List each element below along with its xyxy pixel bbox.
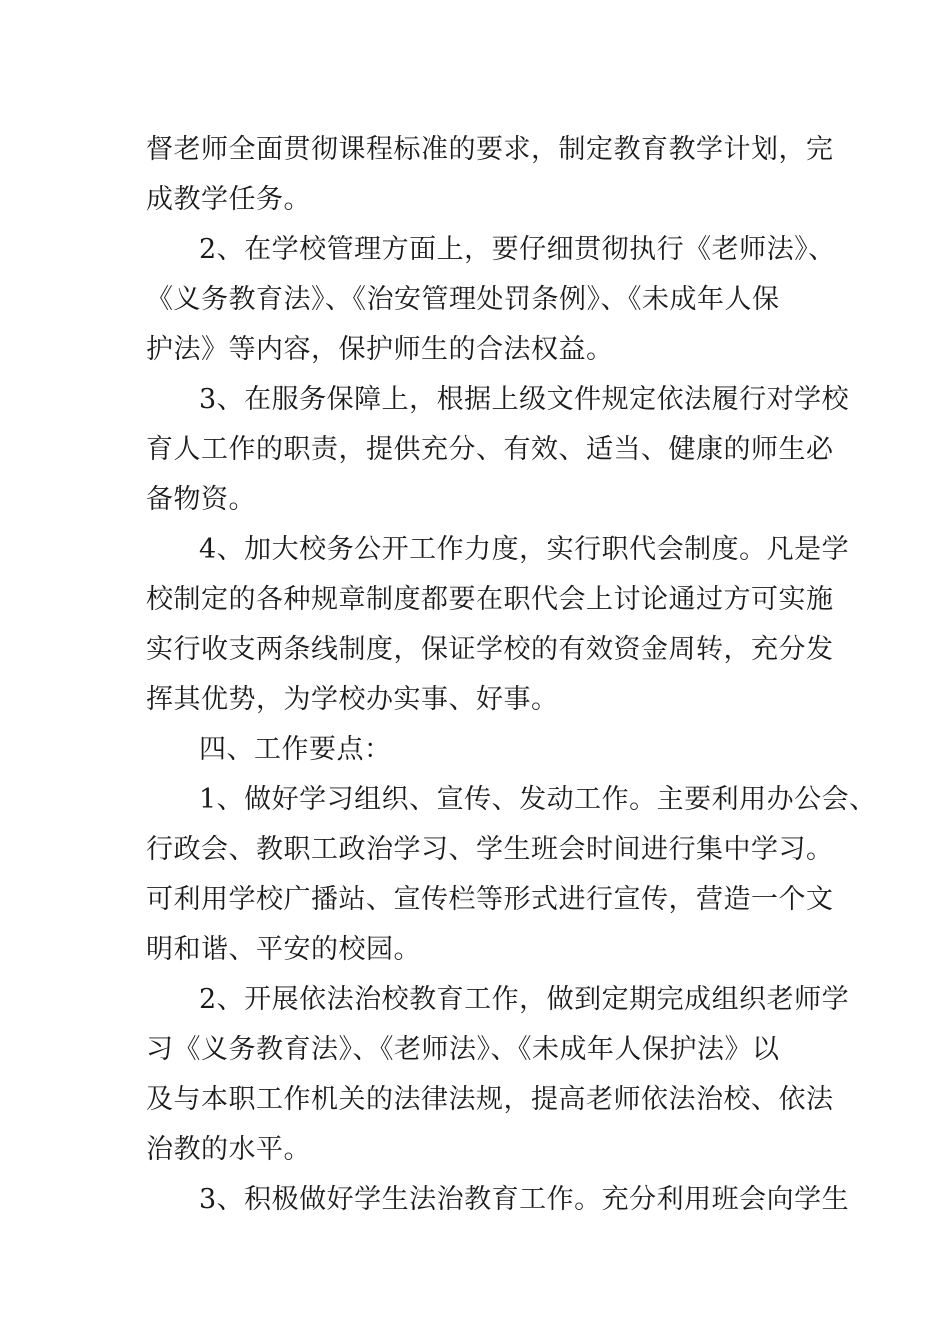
section-heading: 四、工作要点： (199, 734, 392, 765)
text-line: 督老师全面贯彻课程标准的要求，制定教育教学计划，完 (146, 134, 834, 165)
paragraph-start: 3、积极做好学生法治教育工作。充分利用班会向学生 (199, 1184, 850, 1215)
text-line: 治教的水平。 (146, 1134, 311, 1165)
text-line: 育人工作的职责，提供充分、有效、适当、健康的师生必 (146, 434, 834, 465)
text-line: 护法》等内容，保护师生的合法权益。 (146, 334, 614, 365)
text-line: 《义务教育法》、《治安管理处罚条例》、《未成年人保 (146, 284, 780, 315)
text-line: 成教学任务。 (146, 184, 311, 215)
text-line: 备物资。 (146, 484, 256, 515)
paragraph-start: 2、开展依法治校教育工作，做到定期完成组织老师学 (199, 984, 850, 1015)
text-line: 可利用学校广播站、宣传栏等形式进行宣传，营造一个文 (146, 884, 834, 915)
paragraph-start: 1、做好学习组织、宣传、发动工作。主要利用办公会、 (199, 784, 877, 815)
paragraph-start: 2、在学校管理方面上，要仔细贯彻执行《老师法》、 (199, 234, 836, 265)
text-line: 习《义务教育法》、《老师法》、《未成年人保护法》以 (146, 1034, 780, 1065)
text-line: 行政会、教职工政治学习、学生班会时间进行集中学习。 (146, 834, 834, 865)
text-line: 实行收支两条线制度，保证学校的有效资金周转，充分发 (146, 634, 834, 665)
text-line: 明和谐、平安的校园。 (146, 934, 421, 965)
paragraph-start: 3、在服务保障上，根据上级文件规定依法履行对学校 (199, 384, 850, 415)
paragraph-start: 4、加大校务公开工作力度，实行职代会制度。凡是学 (199, 534, 850, 565)
text-line: 及与本职工作机关的法律法规，提高老师依法治校、依法 (146, 1084, 834, 1115)
text-line: 挥其优势，为学校办实事、好事。 (146, 684, 559, 715)
text-line: 校制定的各种规章制度都要在职代会上讨论通过方可实施 (146, 584, 834, 615)
